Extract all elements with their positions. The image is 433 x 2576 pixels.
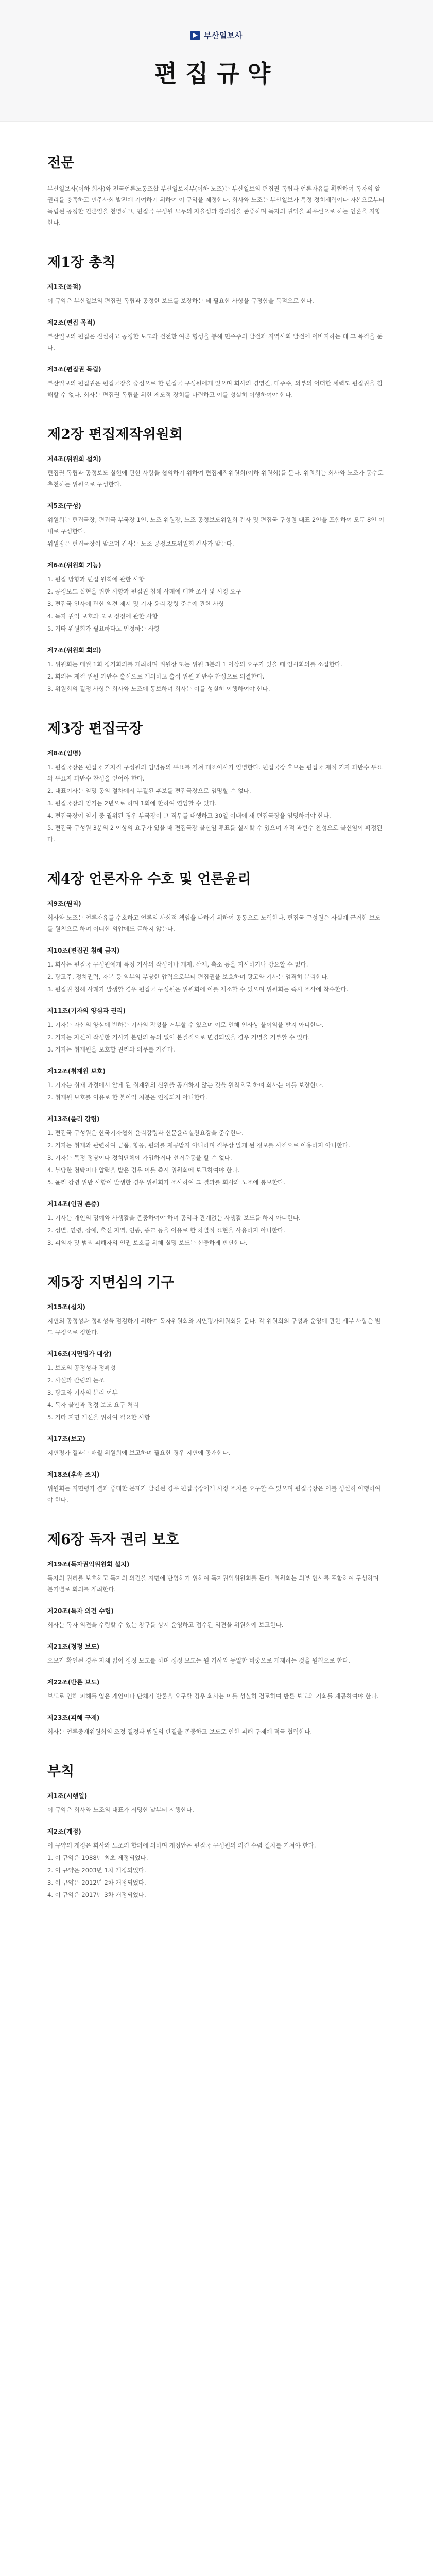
article-paragraph: 위원회는 편집국장, 편집국 부국장 1인, 노조 위원장, 노조 공정보도위원회 간사 및 편집국 구성원 대표 2인을 포함하여 모두 8인 이내로 구성한다. <box>47 516 385 535</box>
article-paragraph: 5. 윤리 강령 위반 사항이 발생한 경우 위원회가 조사하여 그 결과를 회사와 노조에 통보한다. <box>47 1179 286 1186</box>
section-title: 제4장 언론자유 수호 및 언론윤리 <box>47 871 251 887</box>
article <box>47 183 386 228</box>
article-paragraph: 지면평가 결과는 매월 위원회에 보고하며 필요한 경우 지면에 공개한다. <box>47 1449 231 1456</box>
article-paragraph: 부산일보사(이하 회사)와 전국언론노동조합 부산일보지부(이하 노조)는 부산일보의 편집권 독립과 언론자유를 확립하여 독자의 알 권리를 충족하고 민주사회 발전에 기여하기 위하여 이 규약을 제정한다. 회사와 노조는 부산일보가 특정 정치세력이나 자본으로부터 독립된 공정한 언론임을 천명하고, 편집국 구성원 모두의 자율성과 창의성을 존중하며 독자의 권익을 최우선으로 하는 언론을 지향한다. <box>47 185 385 226</box>
article-paragraph: 4. 부당한 청탁이나 압력을 받은 경우 이를 즉시 위원회에 보고하여야 한다. <box>47 1166 240 1174</box>
article-title: 제5조(구성) <box>47 502 81 510</box>
article <box>47 1199 386 1248</box>
brand <box>0 0 433 41</box>
document-section <box>47 868 386 1248</box>
article-paragraph: 3. 편집국 인사에 관한 의견 제시 및 기자 윤리 강령 준수에 관한 사항 <box>47 600 224 607</box>
article-paragraph: 3. 편집국장의 임기는 2년으로 하며 1회에 한하여 연임할 수 있다. <box>47 800 217 807</box>
section-title: 부칙 <box>47 1764 75 1780</box>
article-title: 제17조(보고) <box>47 1435 86 1443</box>
article-paragraph: 5. 기타 지면 개선을 위하여 필요한 사항 <box>47 1414 150 1421</box>
document-section <box>47 1271 386 1505</box>
article <box>47 1434 386 1459</box>
article-paragraph: 3. 편집권 침해 사례가 발생할 경우 편집국 구성원은 위원회에 이를 제소할 수 있으며 위원회는 즉시 조사에 착수한다. <box>47 986 349 993</box>
logo-text: 부산일보사 <box>204 31 243 40</box>
article-title: 제1조(시행일) <box>47 1792 88 1800</box>
article-paragraph: 2. 사설과 칼럼의 논조 <box>47 1377 105 1384</box>
article-paragraph: 1. 이 규약은 1988년 최초 제정되었다. <box>47 1854 148 1861</box>
article-paragraph: 3. 피의자 및 범죄 피해자의 인권 보호를 위해 실명 보도는 신중하게 판단한다. <box>47 1239 248 1246</box>
article-paragraph: 1. 보도의 공정성과 정확성 <box>47 1364 116 1371</box>
article <box>47 1642 386 1666</box>
article-paragraph: 1. 기자는 자신의 양심에 반하는 기사의 작성을 거부할 수 있으며 이로 인해 인사상 불이익을 받지 아니한다. <box>47 1021 324 1028</box>
article-paragraph: 3. 기자는 취재원을 보호할 권리와 의무를 가진다. <box>47 1046 175 1053</box>
document-section <box>47 1760 386 1901</box>
article-title: 제14조(인권 존중) <box>47 1200 100 1208</box>
article-paragraph: 회사와 노조는 언론자유를 수호하고 언론의 사회적 책임을 다하기 위하여 공동으로 노력한다. 편집국 구성원은 사실에 근거한 보도를 원칙으로 하며 어떠한 외압에도 굴하지 않는다. <box>47 914 381 933</box>
article-paragraph: 회사는 언론중재위원회의 조정 결정과 법원의 판결을 존중하고 보도로 인한 피해 구제에 적극 협력한다. <box>47 1728 313 1735</box>
article-paragraph: 1. 편집국 구성원은 한국기자협회 윤리강령과 신문윤리실천요강을 준수한다. <box>47 1129 244 1137</box>
article <box>47 946 386 995</box>
document-section <box>47 1528 386 1737</box>
article-paragraph: 3. 광고와 기사의 분리 여부 <box>47 1389 118 1396</box>
article-title: 제22조(반론 보도) <box>47 1679 100 1686</box>
article-title: 제3조(편집권 독립) <box>47 366 101 373</box>
document-section <box>47 423 386 694</box>
article-paragraph: 위원장은 편집국장이 맡으며 간사는 노조 공정보도위원회 간사가 맡는다. <box>47 540 234 547</box>
article <box>47 454 386 490</box>
article <box>47 1606 386 1631</box>
article <box>47 282 386 307</box>
article-paragraph: 2. 광고주, 정치권력, 자본 등 외부의 부당한 압력으로부터 편집권을 보호하며 광고와 기사는 엄격히 분리한다. <box>47 973 330 980</box>
logo-icon <box>190 31 200 40</box>
article-paragraph: 이 규약은 부산일보의 편집권 독립과 공정한 보도를 보장하는 데 필요한 사항을 규정함을 목적으로 한다. <box>47 297 314 304</box>
article <box>47 1560 386 1595</box>
article-paragraph: 2. 이 규약은 2003년 1차 개정되었다. <box>47 1867 146 1874</box>
article <box>47 1713 386 1737</box>
document-body <box>0 122 433 1901</box>
article-paragraph: 이 규약의 개정은 회사와 노조의 합의에 의하며 개정안은 편집국 구성원의 의견 수렴 절차를 거쳐야 한다. <box>47 1842 316 1849</box>
article-paragraph: 1. 위원회는 매월 1회 정기회의를 개최하며 위원장 또는 위원 3분의 1 이상의 요구가 있을 때 임시회의를 소집한다. <box>47 660 342 668</box>
page-title: 편집규약 <box>154 60 279 88</box>
article <box>47 501 386 549</box>
article-paragraph: 1. 편집 방향과 편집 원칙에 관한 사항 <box>47 575 145 583</box>
article-paragraph: 2. 회의는 재적 위원 과반수 출석으로 개의하고 출석 위원 과반수 찬성으로 의결한다. <box>47 673 265 680</box>
article <box>47 1791 386 1816</box>
article-title: 제16조(지면평가 대상) <box>47 1350 112 1358</box>
document-section <box>47 717 386 845</box>
article-paragraph: 5. 기타 위원회가 필요하다고 인정하는 사항 <box>47 625 160 632</box>
article <box>47 1349 386 1423</box>
article-paragraph: 2. 성별, 연령, 장애, 출신 지역, 인종, 종교 등을 이유로 한 차별적 표현을 사용하지 아니한다. <box>47 1227 285 1234</box>
article-title: 제8조(임명) <box>47 750 81 757</box>
section-title: 제5장 지면심의 기구 <box>47 1275 175 1291</box>
article <box>47 318 386 353</box>
document-section <box>47 151 386 228</box>
article <box>47 1677 386 1702</box>
article-paragraph: 3. 이 규약은 2012년 2차 개정되었다. <box>47 1879 146 1886</box>
article-title: 제4조(위원회 설치) <box>47 455 101 463</box>
section-title: 제6장 독자 권리 보호 <box>47 1532 179 1548</box>
article-paragraph: 5. 편집국 구성원 3분의 2 이상의 요구가 있을 때 편집국장 불신임 투표를 실시할 수 있으며 재적 과반수 찬성으로 불신임이 확정된다. <box>47 824 383 843</box>
article-paragraph: 2. 취재원 보호를 이유로 한 불이익 처분은 인정되지 아니한다. <box>47 1094 207 1101</box>
article <box>47 1302 386 1338</box>
article <box>47 1827 386 1901</box>
article-title: 제20조(독자 의견 수렴) <box>47 1607 114 1615</box>
article-paragraph: 1. 기자는 취재 과정에서 알게 된 취재원의 신원을 공개하지 않는 것을 원칙으로 하며 회사는 이를 보장한다. <box>47 1081 324 1089</box>
article-title: 제19조(독자권익위원회 설치) <box>47 1561 130 1568</box>
article-paragraph: 부산일보의 편집권은 편집국장을 중심으로 한 편집국 구성원에게 있으며 회사의 경영진, 대주주, 외부의 어떠한 세력도 편집권을 침해할 수 없다. 회사는 편집권 독립을 위한 제도적 장치를 마련하고 이를 성실히 이행하여야 한다. <box>47 380 383 398</box>
article-title: 제23조(피해 구제) <box>47 1714 100 1721</box>
article-title: 제2조(개정) <box>47 1828 81 1835</box>
article-paragraph: 회사는 독자 의견을 수렴할 수 있는 창구를 상시 운영하고 접수된 의견을 위원회에 보고한다. <box>47 1621 284 1629</box>
article-title: 제15조(설치) <box>47 1303 86 1311</box>
article <box>47 365 386 400</box>
article-title: 제7조(위원회 회의) <box>47 647 101 654</box>
article-paragraph: 1. 회사는 편집국 구성원에게 특정 기사의 작성이나 게재, 삭제, 축소 등을 지시하거나 강요할 수 없다. <box>47 961 308 968</box>
section-title: 전문 <box>47 155 75 171</box>
article-title: 제9조(원칙) <box>47 900 81 907</box>
article-paragraph: 4. 독자 권익 보호와 오보 정정에 관한 사항 <box>47 613 158 620</box>
article-paragraph: 독자의 권리를 보호하고 독자의 의견을 지면에 반영하기 위하여 독자권익위원회를 둔다. 위원회는 외부 인사를 포함하여 구성하며 분기별로 회의를 개최한다. <box>47 1574 379 1593</box>
article-paragraph: 이 규약은 회사와 노조의 대표가 서명한 날부터 시행한다. <box>47 1806 194 1814</box>
article-title: 제12조(취재원 보호) <box>47 1067 106 1075</box>
section-title: 제2장 편집제작위원회 <box>47 427 183 443</box>
article-title: 제11조(기자의 양심과 권리) <box>47 1007 126 1014</box>
section-title: 제3장 편집국장 <box>47 721 143 737</box>
article-paragraph: 위원회는 지면평가 결과 중대한 문제가 발견된 경우 편집국장에게 시정 조치를 요구할 수 있으며 편집국장은 이를 성실히 이행하여야 한다. <box>47 1485 381 1503</box>
article-paragraph: 2. 공정보도 실현을 위한 사항과 편집권 침해 사례에 대한 조사 및 시정 요구 <box>47 588 241 595</box>
article-title: 제1조(목적) <box>47 283 81 291</box>
article-title: 제21조(정정 보도) <box>47 1643 100 1650</box>
article-paragraph: 1. 기사는 개인의 명예와 사생활을 존중하여야 하며 공익과 관계없는 사생활 보도를 하지 아니한다. <box>47 1214 301 1222</box>
article <box>47 646 386 694</box>
article-paragraph: 1. 편집국장은 편집국 기자직 구성원의 임명동의 투표를 거쳐 대표이사가 임명한다. 편집국장 후보는 편집국 재적 기자 과반수 투표와 투표자 과반수 찬성을 얻어야 한다. <box>47 764 383 782</box>
article <box>47 561 386 634</box>
article <box>47 1006 386 1055</box>
article <box>47 1470 386 1505</box>
article-title: 제10조(편집권 침해 금지) <box>47 947 120 954</box>
article-paragraph: 오보가 확인된 경우 지체 없이 정정 보도를 하며 정정 보도는 원 기사와 동일한 비중으로 게재하는 것을 원칙으로 한다. <box>47 1657 350 1664</box>
article-title: 제18조(후속 조치) <box>47 1471 100 1478</box>
article <box>47 1114 386 1188</box>
article <box>47 749 386 845</box>
article-paragraph: 보도로 인해 피해를 입은 개인이나 단체가 반론을 요구할 경우 회사는 이를 성실히 검토하여 반론 보도의 기회를 제공하여야 한다. <box>47 1692 379 1700</box>
page-header <box>0 0 433 122</box>
article <box>47 899 386 935</box>
article-title: 제13조(윤리 강령) <box>47 1115 100 1123</box>
article <box>47 1066 386 1103</box>
article-paragraph: 2. 기자는 자신이 작성한 기사가 본인의 동의 없이 본질적으로 변경되었을 경우 기명을 거부할 수 있다. <box>47 1033 310 1041</box>
section-title: 제1장 총칙 <box>47 255 116 270</box>
article-paragraph: 2. 기자는 취재와 관련하여 금품, 향응, 편의를 제공받지 아니하며 직무상 알게 된 정보를 사적으로 이용하지 아니한다. <box>47 1142 350 1149</box>
article-paragraph: 편집권 독립과 공정보도 실현에 관한 사항을 협의하기 위하여 편집제작위원회(이하 위원회)를 둔다. 위원회는 회사와 노조가 동수로 추천하는 위원으로 구성한다. <box>47 469 384 488</box>
article-paragraph: 2. 대표이사는 임명 동의 절차에서 부결된 후보를 편집국장으로 임명할 수 없다. <box>47 787 251 794</box>
article-paragraph: 3. 기자는 특정 정당이나 정치단체에 가입하거나 선거운동을 할 수 없다. <box>47 1154 232 1161</box>
article-paragraph: 4. 이 규약은 2017년 3차 개정되었다. <box>47 1891 146 1899</box>
document-section <box>47 251 386 400</box>
article-title: 제6조(위원회 기능) <box>47 562 101 569</box>
article-paragraph: 4. 독자 불만과 정정 보도 요구 처리 <box>47 1401 139 1409</box>
article-paragraph: 3. 위원회의 결정 사항은 회사와 노조에 통보하며 회사는 이를 성실히 이행하여야 한다. <box>47 685 270 692</box>
article-paragraph: 4. 편집국장이 임기 중 궐위된 경우 부국장이 그 직무를 대행하고 30일 이내에 새 편집국장을 임명하여야 한다. <box>47 812 331 819</box>
article-title: 제2조(편집 목적) <box>47 319 96 326</box>
article-paragraph: 부산일보의 편집은 진실하고 공정한 보도와 건전한 여론 형성을 통해 민주주의 발전과 지역사회 발전에 이바지하는 데 그 목적을 둔다. <box>47 333 383 351</box>
article-paragraph: 지면의 공정성과 정확성을 점검하기 위하여 독자위원회와 지면평가위원회를 둔다. 각 위원회의 구성과 운영에 관한 세부 사항은 별도 규정으로 정한다. <box>47 1317 381 1336</box>
